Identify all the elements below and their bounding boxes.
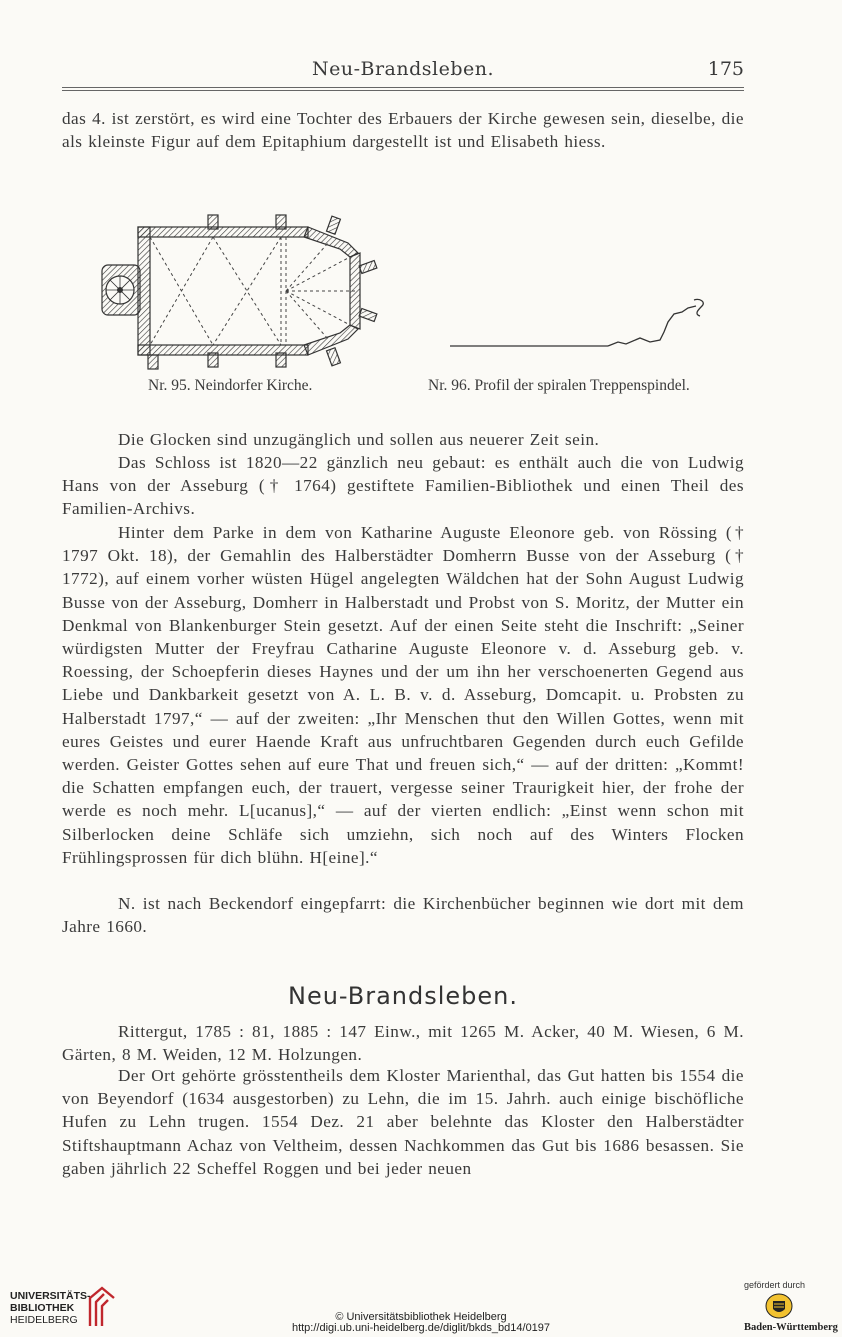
funded-by-label: gefördert durch bbox=[744, 1280, 806, 1290]
figure-95-caption: Nr. 95. Neindorfer Kirche. bbox=[148, 377, 313, 394]
paragraph-top: das 4. ist zerstört, es wird eine Tochter des Erbauers der Kirche gewesen sein, dieselbe, die als kleinste Figur auf dem Epitaphium dargestellt ist und Elisabeth hiess. bbox=[62, 109, 744, 152]
paragraph-monument: Hinter dem Parke in dem von Katharine Auguste Eleonore geb. von Rössing († 1797 Okt. 18), der Gemahlin des Halberstädter Domherrn Busse von der Asseburg († 1772), auf einem vorher wüsten Hügel angelegten Wäldchen hat der Sohn August Ludwig Busse von der Asseburg, Domherr in Halberstadt und Probst von S. Moritz, der Mutter ein Denkmal von Blankenburger Stein gesetzt. Auf der einen Seite steht die Inschrift: „Seiner würdigsten Mutter der Freyfrau Catharine Auguste Eleonore v. d. Asseburg geb. v. Roessing, der Schoepferin dieses Haynes und der um ihn her verschoenerten Gegend aus Liebe und Dankbarkeit gesetzt von A. L. B. v. d. Asseburg, Domcapit. u. Probsten zu Halberstadt 1797,“ — auf der zweiten: „Ihr Menschen thut den Willen Gottes, wenn mit eures Geistes und eurer Haende Kraft aus unfruchtbaren Gegenden durch euch Gefilde werden. Geister Gottes sehen auf eure That und freuen sich,“ — auf der dritten: „Kommt! die Schatten empfangen euch, der trauert, vergesse seiner Traurigkeit hier, der frohe der werde es noch mehr. L[ucanus],“ — auf der vierten endlich: „Einst wenn schon mit Silberlocken deine Schläfe sich umziehn, sich noch auf des Winters Flocken Frühlingsprossen für dich blühn. H[eine].“ bbox=[62, 523, 744, 867]
permalink-url[interactable]: http://digi.ub.uni-heidelberg.de/diglit/bkds_bd14/0197 bbox=[291, 1322, 551, 1334]
paragraph-bells: Die Glocken sind unzugänglich und sollen aus neuerer Zeit sein. bbox=[118, 430, 600, 449]
state-label: Baden-Württemberg bbox=[744, 1322, 838, 1333]
library-name-line1: UNIVERSITÄTS- bbox=[10, 1290, 91, 1302]
state-coat-of-arms-icon bbox=[765, 1293, 793, 1319]
paragraph-parish: N. ist nach Beckendorf eingepfarrt: die Kirchenbücher beginnen wie dort mit dem Jahre 1660. bbox=[62, 894, 744, 937]
library-name-line3: HEIDELBERG bbox=[10, 1314, 78, 1326]
copyright-block bbox=[0, 1312, 842, 1334]
header-rule-second bbox=[62, 90, 744, 91]
copyright-text: © Universitätsbibliothek Heidelberg bbox=[335, 1311, 507, 1323]
section-heading: Neu-Brandsleben. bbox=[288, 982, 518, 1010]
paragraph-estate: Rittergut, 1785 : 81, 1885 : 147 Einw., mit 1265 M. Acker, 40 M. Wiesen, 6 M. Gärten, 8 M. Weiden, 12 M. Holzungen. bbox=[62, 1022, 744, 1065]
paragraph-castle: Das Schloss ist 1820—22 gänzlich neu gebaut: es enthält auch die von Ludwig Hans von der Asseburg († 1764) gestiftete Familien-Bibliothek und einen Theil des Familien-Archivs. bbox=[62, 453, 744, 519]
paragraph-history: Der Ort gehörte grösstentheils dem Kloster Marienthal, das Gut hatten bis 1554 die von Beyendorf (1634 ausgestorben) zu Lehn, die im 15. Jahrh. auch einige bischöfliche Hufen zu Lehn trugen. 1554 Dez. 21 aber belehnte das Kloster den Halberstädter Stiftshauptmann Achaz von Veltheim, dessen Nachkommen das Gut bis 1686 besassen. Sie gaben jährlich 22 Scheffel Roggen und bei jeder neuen bbox=[62, 1066, 744, 1178]
spiral-spindle-profile-figure bbox=[450, 292, 720, 356]
header-rule bbox=[62, 87, 744, 88]
running-head bbox=[62, 56, 744, 86]
church-floor-plan-figure bbox=[98, 205, 398, 373]
running-head-title: Neu-Brandsleben. bbox=[311, 58, 495, 80]
page-number: 175 bbox=[707, 58, 744, 80]
library-name-line2: BIBLIOTHEK bbox=[10, 1302, 75, 1314]
figure-96-caption: Nr. 96. Profil der spiralen Treppenspindel. bbox=[428, 377, 690, 394]
